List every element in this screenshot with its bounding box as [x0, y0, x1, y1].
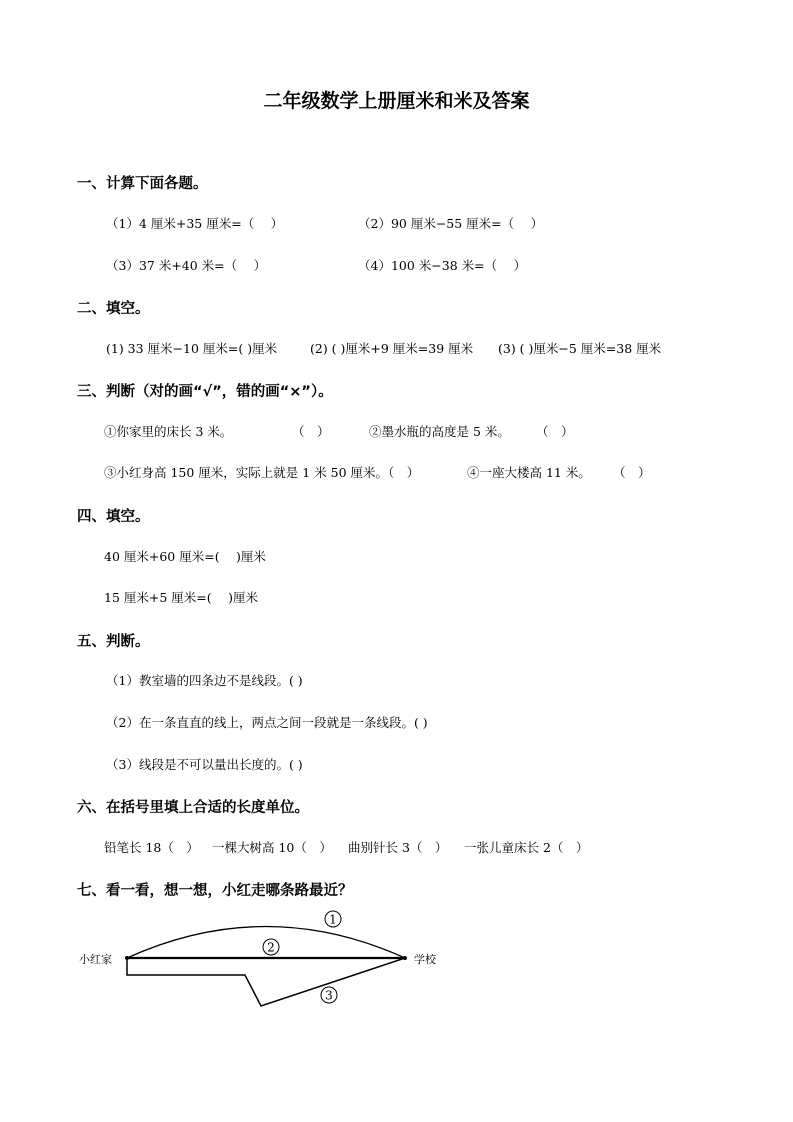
question: （1）教室墙的四条边不是线段。( )	[106, 673, 303, 688]
question: 铅笔长 18（ ）	[104, 840, 199, 855]
start-point	[125, 956, 129, 960]
question: （3）37 米+40 米=（ ）	[106, 258, 267, 273]
question: （2）90 厘米−55 厘米=（ ）	[358, 216, 544, 231]
question: 15 厘米+5 厘米=( )厘米	[104, 590, 258, 605]
section-2-heading: 二、填空。	[77, 301, 150, 317]
question: (1) 33 厘米−10 厘米=( )厘米	[106, 341, 278, 356]
start-label: 小红家	[79, 953, 112, 966]
question: ④一座大楼高 11 米。	[467, 465, 591, 480]
route-3-marker	[321, 987, 337, 1003]
section-7-heading: 七、看一看，想一想，小红走哪条路最近？	[77, 883, 353, 899]
end-label: 学校	[414, 953, 436, 966]
answer-blank: （ ）	[292, 424, 330, 439]
route-3-path	[127, 958, 405, 1006]
question: ①你家里的床长 3 米。	[104, 424, 233, 439]
question: 一张儿童床长 2（ ）	[464, 840, 589, 855]
question: 曲别针长 3（ ）	[348, 840, 448, 855]
question: (2) ( )厘米+9 厘米=39 厘米	[310, 341, 474, 356]
question: （2）在一条直直的线上，两点之间一段就是一条线段。( )	[106, 715, 428, 730]
svg-text:3: 3	[325, 988, 333, 1003]
route-1-marker	[325, 911, 341, 927]
question: （4）100 米−38 米=（ ）	[358, 258, 527, 273]
svg-text:2: 2	[267, 940, 275, 955]
question: （3）线段是不可以量出长度的。( )	[106, 757, 303, 772]
route-2-marker	[263, 939, 279, 955]
question: (3) ( )厘米−5 厘米=38 厘米	[498, 341, 662, 356]
question: ②墨水瓶的高度是 5 米。	[369, 424, 510, 439]
question: 40 厘米+60 厘米=( )厘米	[104, 549, 266, 564]
section-6-heading: 六、在括号里填上合适的长度单位。	[77, 800, 309, 816]
answer-blank: （ ）	[613, 465, 651, 480]
svg-text:1: 1	[329, 912, 337, 927]
answer-blank: （ ）	[536, 424, 574, 439]
end-point	[403, 956, 407, 960]
page-title: 二年级数学上册厘米和米及答案	[263, 90, 530, 112]
section-5-heading: 五、判断。	[77, 634, 150, 650]
section-1-heading: 一、计算下面各题。	[77, 176, 208, 192]
question: （1）4 厘米+35 厘米=（ ）	[106, 216, 284, 231]
question: 一棵大树高 10（ ）	[212, 840, 332, 855]
section-3-heading: 三、判断（对的画“√”，错的画“×”）。	[77, 384, 333, 400]
question: ③小红身高 150 厘米，实际上就是 1 米 50 厘米。（ ）	[104, 465, 420, 480]
section-4-heading: 四、填空。	[77, 509, 150, 525]
